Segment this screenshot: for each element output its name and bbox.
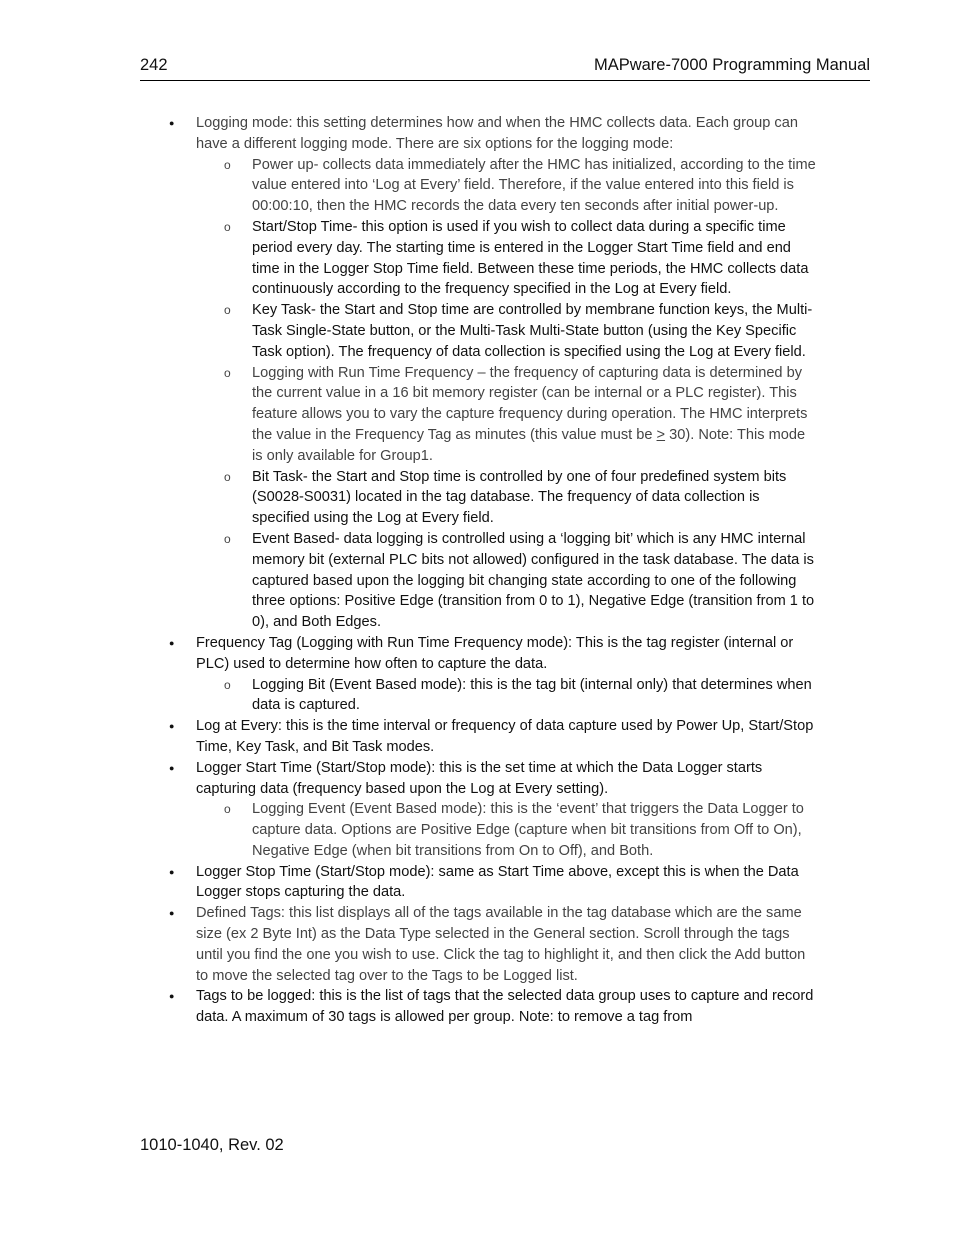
page-header xyxy=(140,56,870,81)
bullet-text: Logger Stop Time (Start/Stop mode): same as Start Time above, except this is when the Data Logger stops capturing the data. xyxy=(196,863,799,901)
document-revision: 1010-1040, Rev. 02 xyxy=(140,1136,284,1154)
sub-bullet-event-based xyxy=(252,529,818,633)
document-title: MAPware-7000 Programming Manual xyxy=(593,56,870,74)
sub-bullet-start-stop-time xyxy=(252,217,818,300)
sub-bullet-text: Power up- collects data immediately after the HMC has initialized, according to the time value entered into ‘Log at Every’ field. Therefore, if the value entered into this field is 00:00:10, then the HMC records the data every ten seconds after initial power-up. xyxy=(252,156,816,215)
sub-bullet-key-task xyxy=(252,300,818,362)
bullet-text: Logger Start Time (Start/Stop mode): this is the set time at which the Data Logger starts capturing data (frequency based upon the Log at Every setting). xyxy=(196,759,763,797)
sub-bullet-text: Start/Stop Time- this option is used if you wish to collect data during a specific time period every day. The starting time is entered in the Logger Start Time field and end time in the Logger Stop Time field. Between these time periods, the HMC collects data continuously according to the frequency specified in the Log at Every field. xyxy=(252,218,809,298)
sub-bullet-run-time-frequency xyxy=(252,363,818,467)
sub-bullet-power-up xyxy=(252,155,818,217)
bullet-defined-tags xyxy=(196,903,818,986)
sub-bullet-logging-bit xyxy=(252,675,818,717)
page-number: 242 xyxy=(140,56,168,74)
page-content xyxy=(196,113,818,1028)
sub-bullet-logging-event xyxy=(252,799,818,861)
sub-bullet-text: Key Task- the Start and Stop time are controlled by membrane function keys, the Multi-Task Single-State button, or the Multi-Task Multi-State button (using the Key Specific Task option). The frequency of data collection is specified using the Log at Every field. xyxy=(252,302,813,360)
sub-bullet-text: Event Based- data logging is controlled using a ‘logging bit’ which is any HMC internal memory bit (external PLC bits not allowed) configured in the task database. The data is captured based upon the logging bit changing state according to one of the following three options: Positive Edge (transition from 0 to 1), Negative Edge (transition from 1 to 0), and Both Edges. xyxy=(252,530,815,631)
bullet-text: Tags to be logged: this is the list of tags that the selected data group uses to capture and record data. A maximum of 30 tags is allowed per group. Note: to remove a tag from xyxy=(196,988,814,1026)
bullet-tags-to-be-logged xyxy=(196,986,818,1028)
bullet-logger-start-time xyxy=(196,758,818,800)
page-footer xyxy=(140,1136,284,1155)
bullet-log-at-every xyxy=(196,716,818,758)
sub-bullet-text: Logging Bit (Event Based mode): this is the tag bit (internal only) that determines when data is captured. xyxy=(252,676,812,714)
sub-bullet-text: Logging with Run Time Frequency – the frequency of capturing data is determined by the current value in a 16 bit memory register (can be internal or a PLC register). This feature allows you to vary the capture frequency during operation. The HMC interprets the value in the Frequency Tag as minutes (this value must be xyxy=(252,364,808,443)
bullet-text: Logging mode: this setting determines how and when the HMC collects data. Each group can have a different logging mode. There are six options for the logging mode: xyxy=(196,115,798,152)
sub-bullet-text-continued: 30). Note: This mode is only available for Group1. xyxy=(252,426,806,464)
sub-bullet-text: Bit Task- the Start and Stop time is controlled by one of four predefined system bits (S0028-S0031) located in the tag database. The frequency of data collection is specified using the Log at Every field. xyxy=(252,468,787,527)
bullet-text: Log at Every: this is the time interval or frequency of data capture used by Power Up, Start/Stop Time, Key Task, and Bit Task modes. xyxy=(196,718,814,755)
bullet-logging-mode xyxy=(196,113,818,155)
bullet-text: Defined Tags: this list displays all of the tags available in the tag database which are the same size (ex 2 Byte Int) as the Data Type selected in the General section. Scroll through the tags until you find the one you wish to use. Click the tag to highlight it, and then click the Add button to move the selected tag over to the Tags to be Logged list. xyxy=(196,905,806,984)
sub-bullet-text: Logging Event (Event Based mode): this is the ‘event’ that triggers the Data Logger to capture data. Options are Positive Edge (capture when bit transitions from Off to On), Negative Edge (when bit transitions from On to Off), and Both. xyxy=(252,801,804,859)
bullet-frequency-tag xyxy=(196,633,818,675)
sub-bullet-bit-task xyxy=(252,467,818,529)
bullet-logger-stop-time xyxy=(196,862,818,904)
bullet-text: Frequency Tag (Logging with Run Time Frequency mode): This is the tag register (internal or PLC) used to determine how often to capture the data. xyxy=(196,634,794,672)
greater-equal-symbol: > xyxy=(656,426,666,443)
